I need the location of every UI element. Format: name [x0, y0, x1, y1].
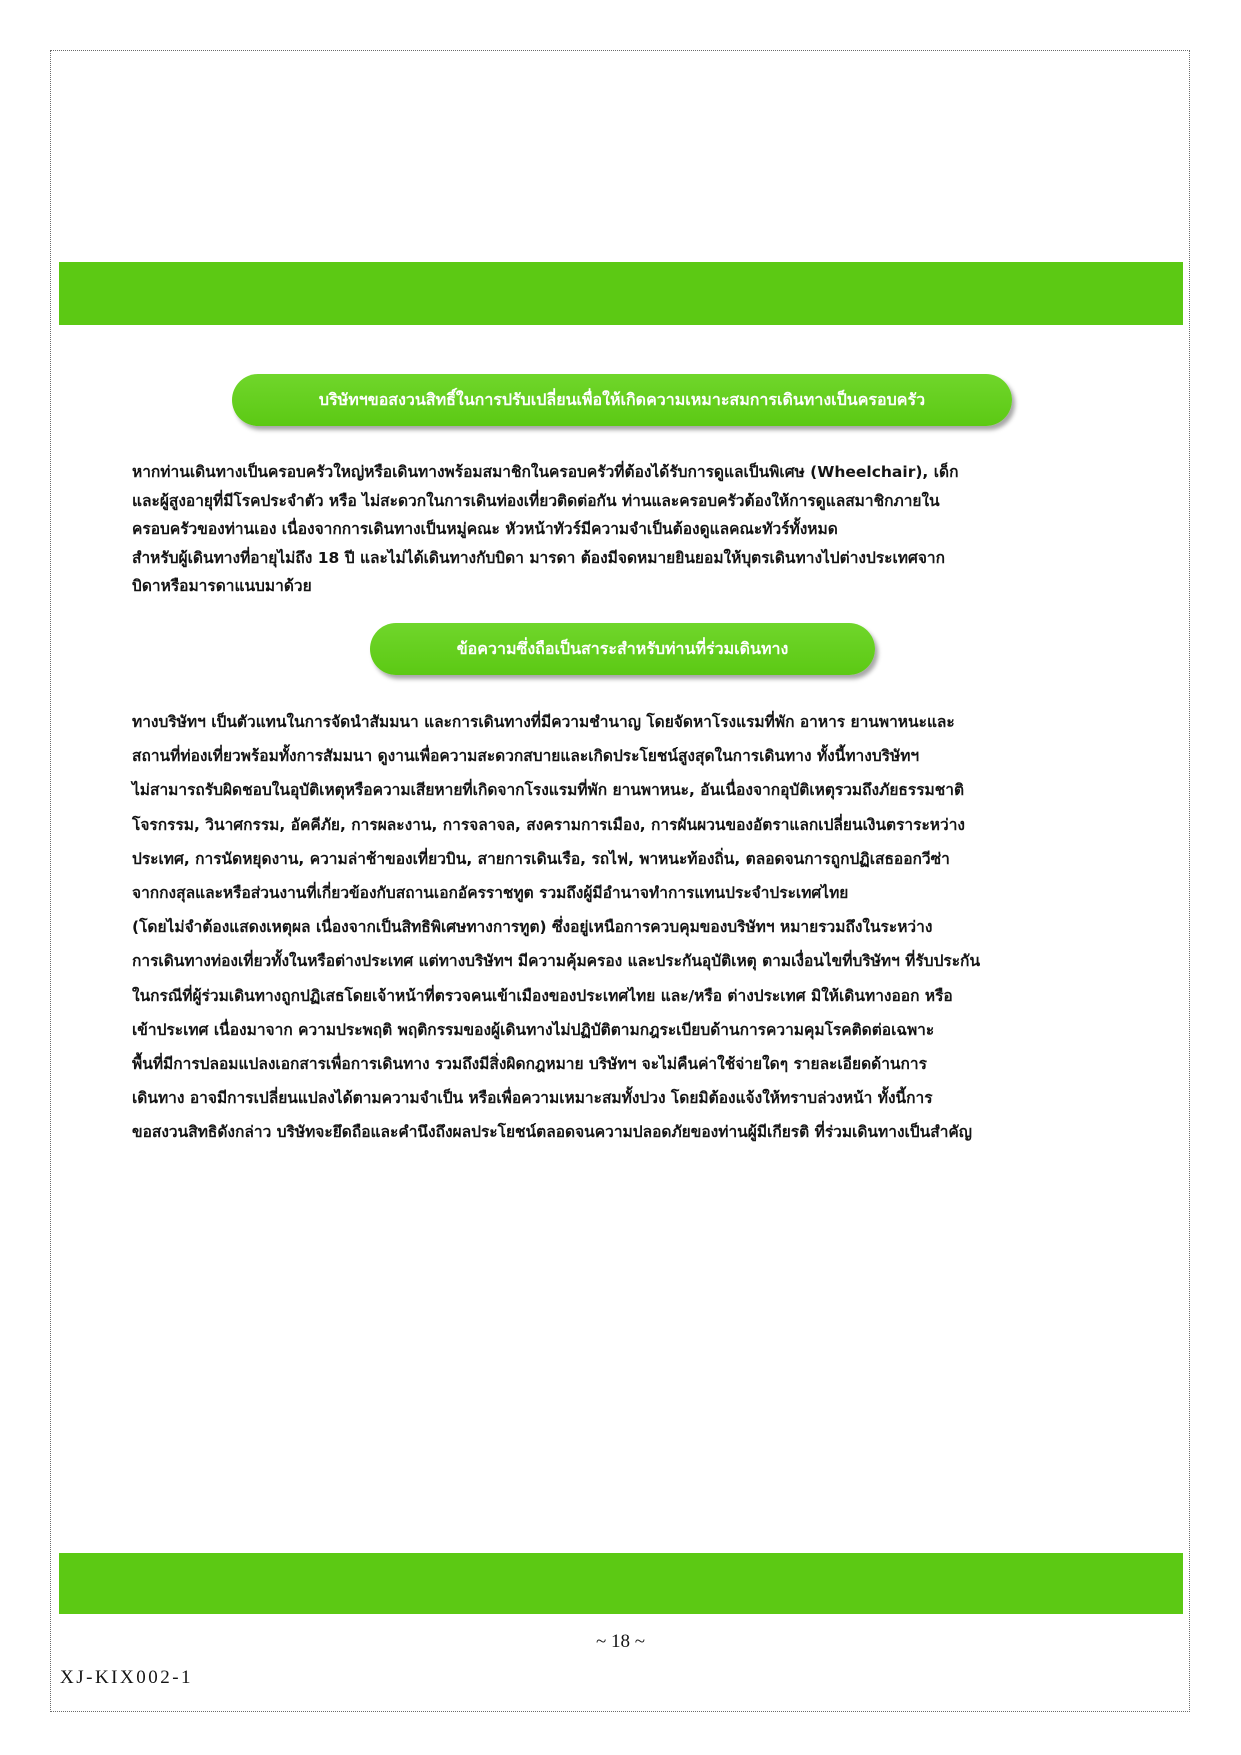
paragraph-line: การเดินทางท่องเที่ยวทั้งในหรือต่างประเทศ แต่ทางบริษัทฯ มีความคุ้มครอง และประกันอุบัติเหตุ ตามเงื่อนไขที่บริษัทฯ ที่รับประกัน — [132, 952, 981, 971]
paragraph-line: สำหรับผู้เดินทางที่อายุไม่ถึง 18 ปี และไม่ได้เดินทางกับบิดา มารดา ต้องมีจดหมายยินยอมให้บุตรเดินทางไปต่างประเทศจาก — [132, 548, 945, 567]
paragraph-line: พื้นที่มีการปลอมแปลงเอกสารเพื่อการเดินทาง รวมถึงมีสิ่งผิดกฎหมาย บริษัทฯ จะไม่คืนค่าใช้จ่ายใดๆ รายละเอียดด้านการ — [132, 1055, 927, 1074]
page-number: ~ 18 ~ — [595, 1631, 646, 1652]
paragraph-line: ไม่สามารถรับผิดชอบในอุบัติเหตุหรือความเสียหายที่เกิดจากโรงแรมที่พัก ยานพาหนะ, อันเนื่องจากอุบัติเหตุรวมถึงภัยธรรมชาติ — [132, 781, 965, 800]
paragraph-line: และผู้สูงอายุที่มีโรคประจำตัว หรือ ไม่สะดวกในการเดินท่องเที่ยวติดต่อกัน ท่านและครอบครัวต้องให้การดูแลสมาชิกภายใน — [132, 491, 940, 510]
paragraph-line: ครอบครัวของท่านเอง เนื่องจากการเดินทางเป็นหมู่คณะ หัวหน้าทัวร์มีความจำเป็นต้องดูแลคณะทัวร์ทั้งหมด — [132, 520, 838, 538]
paragraph-line: สถานที่ท่องเที่ยวพร้อมทั้งการสัมมนา ดูงานเพื่อความสะดวกสบายและเกิดประโยชน์สูงสุดในการเดินทาง ทั้งนี้ทางบริษัทฯ — [132, 747, 920, 766]
paragraph-line: หากท่านเดินทางเป็นครอบครัวใหญ่หรือเดินทางพร้อมสมาชิกในครอบครัวที่ต้องได้รับการดูแลเป็นพิเศษ (Wheelchair), เด็ก — [132, 463, 959, 481]
paragraph-line: ขอสงวนสิทธิดังกล่าว บริษัทจะยึดถือและคำนึงถึงผลประโยชน์ตลอดจนความปลอดภัยของท่านผู้มีเกียรติ ที่ร่วมเดินทางเป็นสำคัญ — [132, 1123, 972, 1142]
paragraph-line: บิดาหรือมารดาแนบมาด้วย — [132, 577, 312, 595]
paragraph-line: จากกงสุลและหรือส่วนงานที่เกี่ยวข้องกับสถานเอกอัครราชทูต รวมถึงผู้มีอำนาจทำการแทนประจำประเทศไทย — [132, 884, 849, 903]
footer-green-band — [59, 1553, 1183, 1614]
section-heading-family-travel: บริษัทฯขอสงวนสิทธิ์ในการปรับเปลี่ยนเพื่อให้เกิดความเหมาะสมการเดินทางเป็นครอบครัว — [232, 374, 1012, 426]
paragraph-line: ประเทศ, การนัดหยุดงาน, ความล่าช้าของเที่ยวบิน, สายการเดินเรือ, รถไฟ, พาหนะท้องถิ่น, ตลอดจนการถูกปฏิเสธออกวีซ่า — [132, 849, 950, 868]
paragraph-line: (โดยไม่จำต้องแสดงเหตุผล เนื่องจากเป็นสิทธิพิเศษทางการทูต) ซึ่งอยู่เหนือการควบคุมของบริษัทฯ หมายรวมถึงในระหว่าง — [132, 918, 933, 937]
header-green-band — [59, 262, 1183, 325]
document-code: XJ-KIX002-1 — [60, 1667, 194, 1688]
section-heading-important-notice: ข้อความซึ่งถือเป็นสาระสำหรับท่านที่ร่วมเดินทาง — [370, 623, 875, 675]
paragraph-line: ในกรณีที่ผู้ร่วมเดินทางถูกปฏิเสธโดยเจ้าหน้าที่ตรวจคนเข้าเมืองของประเทศไทย และ/หรือ ต่างประเทศ มิให้เดินทางออก หรือ — [132, 986, 953, 1005]
paragraph-line: เดินทาง อาจมีการเปลี่ยนแปลงได้ตามความจำเป็น หรือเพื่อความเหมาะสมทั้งปวง โดยมิต้องแจ้งให้ทราบล่วงหน้า ทั้งนี้การ — [132, 1089, 933, 1108]
paragraph-line: เข้าประเทศ เนื่องมาจาก ความประพฤติ พฤติกรรมของผู้เดินทางไม่ปฏิบัติตามกฎระเบียบด้านการความคุมโรคติดต่อเฉพาะ — [132, 1020, 935, 1039]
paragraph-family-travel — [132, 458, 1112, 601]
paragraph-line: ทางบริษัทฯ เป็นตัวแทนในการจัดนำสัมมนา และการเดินทางที่มีความชำนาญ โดยจัดหาโรงแรมที่พัก อาหาร ยานพาหนะและ — [132, 713, 955, 731]
paragraph-line: โจรกรรม, วินาศกรรม, อัคคีภัย, การผละงาน, การจลาจล, สงครามการเมือง, การผันผวนของอัตราแลกเปลี่ยนเงินตราระหว่าง — [132, 815, 965, 834]
paragraph-important-notice — [132, 705, 1112, 1150]
